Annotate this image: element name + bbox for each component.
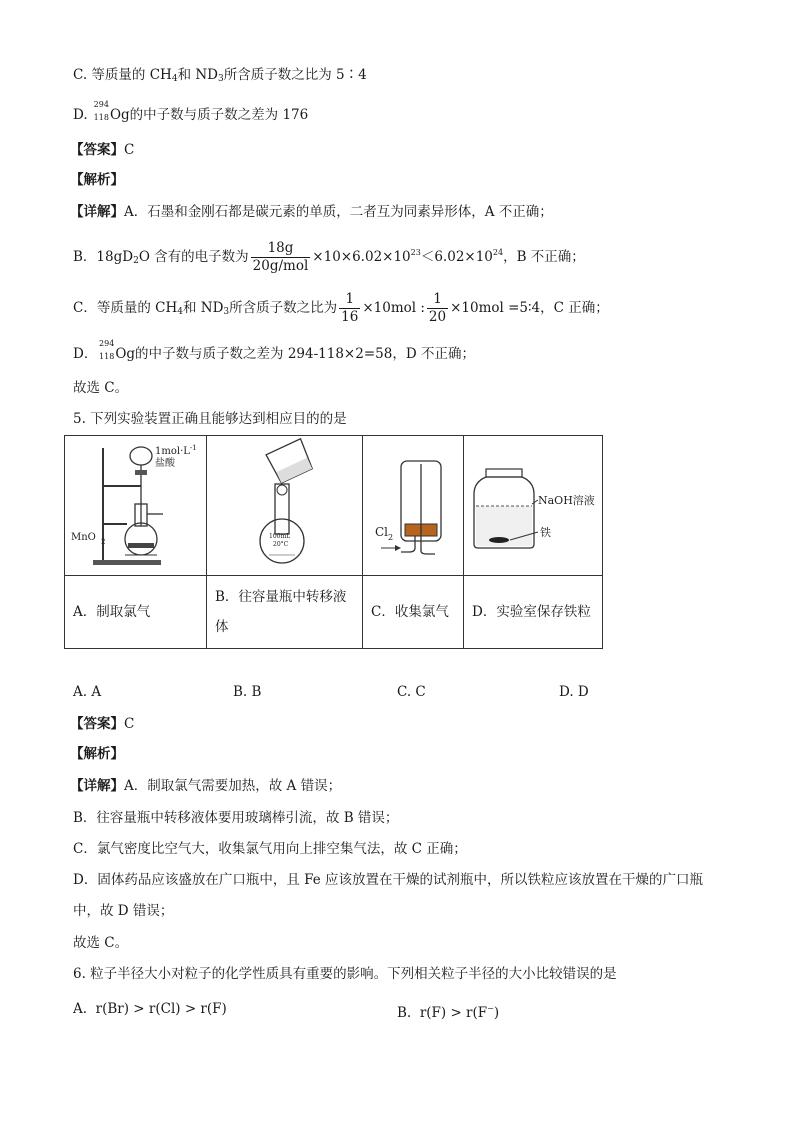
q4-conclusion: 故选 C。: [73, 380, 129, 396]
fig-a-cell: [65, 436, 207, 576]
q5-detail-b: B．往容量瓶中转移液体要用玻璃棒引流，故 B 错误；: [73, 810, 399, 826]
fig-b-cell: [207, 436, 363, 576]
svg-text:2: 2: [388, 533, 394, 542]
q4-option-c: C. 等质量的 $CH_4$和 $ND_3$所含质子数之比为 5∶4: [73, 67, 367, 84]
q5-analysis-tag: 【解析】: [70, 746, 124, 762]
q4-answer: 【答案】C: [70, 142, 135, 158]
cell-c-label: C．收集氯气: [363, 576, 464, 649]
q5-detail-a: 【详解】A．制取氯气需要加热，故 A 错误；: [70, 778, 342, 794]
q4-detail-c: C．等质量的 $CH_4$和 $ND_3$所含质子数之比为 $\frac{1}{16}$ ×10mol : $\frac{1}{20}$ ×10mol =5∶4，C 正确；: [73, 291, 609, 325]
storage-bottle-figure: [464, 436, 602, 571]
q6-stem: 6. 粒子半径大小对粒子的化学性质具有重要的影响。下列相关粒子半径的大小比较错误的是: [73, 966, 617, 982]
choice-c: C. C: [397, 684, 426, 700]
cell-b-label: B．往容量瓶中转移液体: [207, 576, 363, 649]
q6-option-a: A. r(Br) > r(Cl) > r(F): [73, 1001, 227, 1017]
q4-option-d: D. 294 118 Og的中子数与质子数之差为 176: [73, 100, 309, 123]
svg-text:盐酸: 盐酸: [155, 458, 175, 469]
svg-text:Cl: Cl: [375, 525, 389, 539]
choice-d: D. D: [559, 684, 589, 700]
volumetric-flask-figure: [207, 436, 362, 571]
fig-d-cell: [464, 436, 603, 576]
q4-detail-d: D． 294 118 Og的中子数与质子数之差为 294-118×2=58，D 不正确；: [73, 339, 475, 362]
q4-detail-b: B．$18gD_2O$ 含有的电子数为 $\frac{18g}{\text{20g/mol}}$ $\times 10\times 6.02\times 10^{23}<6.02\times 10^{24}$，B 不正确；: [73, 240, 585, 274]
svg-text:2: 2: [101, 538, 106, 546]
svg-text:1mol·L-1: $1mol\cdot L^{-1}$: [155, 444, 197, 457]
chlorine-generator-figure: [65, 436, 206, 571]
cell-a-label: A．制取氯气: [65, 576, 207, 649]
nuclide-og: 294 118: [93, 100, 109, 122]
q5-apparatus-table: [64, 435, 603, 649]
q5-detail-d-line2: 中，故 D 错误；: [73, 903, 174, 919]
q6-option-b: B. r(F) > r(F−): [397, 1004, 500, 1021]
nuclide-og-2: 294 118: [99, 339, 115, 361]
q4-analysis-tag: 【解析】: [70, 172, 124, 188]
fig-c-cell: [363, 436, 464, 576]
choice-a: A. A: [73, 684, 102, 700]
q5-conclusion: 故选 C。: [73, 935, 129, 951]
svg-text:20°C: 20°C: [273, 541, 289, 548]
cell-d-label: D．实验室保存铁粒: [464, 576, 603, 649]
gas-collection-figure: [363, 436, 463, 571]
q5-detail-d-line1: D．固体药品应该盛放在广口瓶中，且 Fe 应该放置在干燥的试剂瓶中，所以铁粒应该放置在干燥的广口瓶: [73, 872, 704, 888]
q5-answer: 【答案】C: [70, 716, 135, 732]
svg-text:MnO: MnO: [71, 532, 96, 543]
choice-b: B. B: [233, 684, 262, 700]
q5-detail-c: C．氯气密度比空气大，收集氯气用向上排空集气法，故 C 正确；: [73, 841, 467, 857]
q5-stem: 5. 下列实验装置正确且能够达到相应目的的是: [73, 411, 347, 427]
svg-text:NaOH溶液: NaOH溶液: [538, 494, 595, 507]
q4-detail-a: 【详解】A．石墨和金刚石都是碳元素的单质，二者互为同素异形体，A 不正确；: [70, 204, 553, 220]
svg-text:铁: 铁: [540, 526, 551, 539]
svg-text:100mL: 100mL: [269, 533, 291, 540]
